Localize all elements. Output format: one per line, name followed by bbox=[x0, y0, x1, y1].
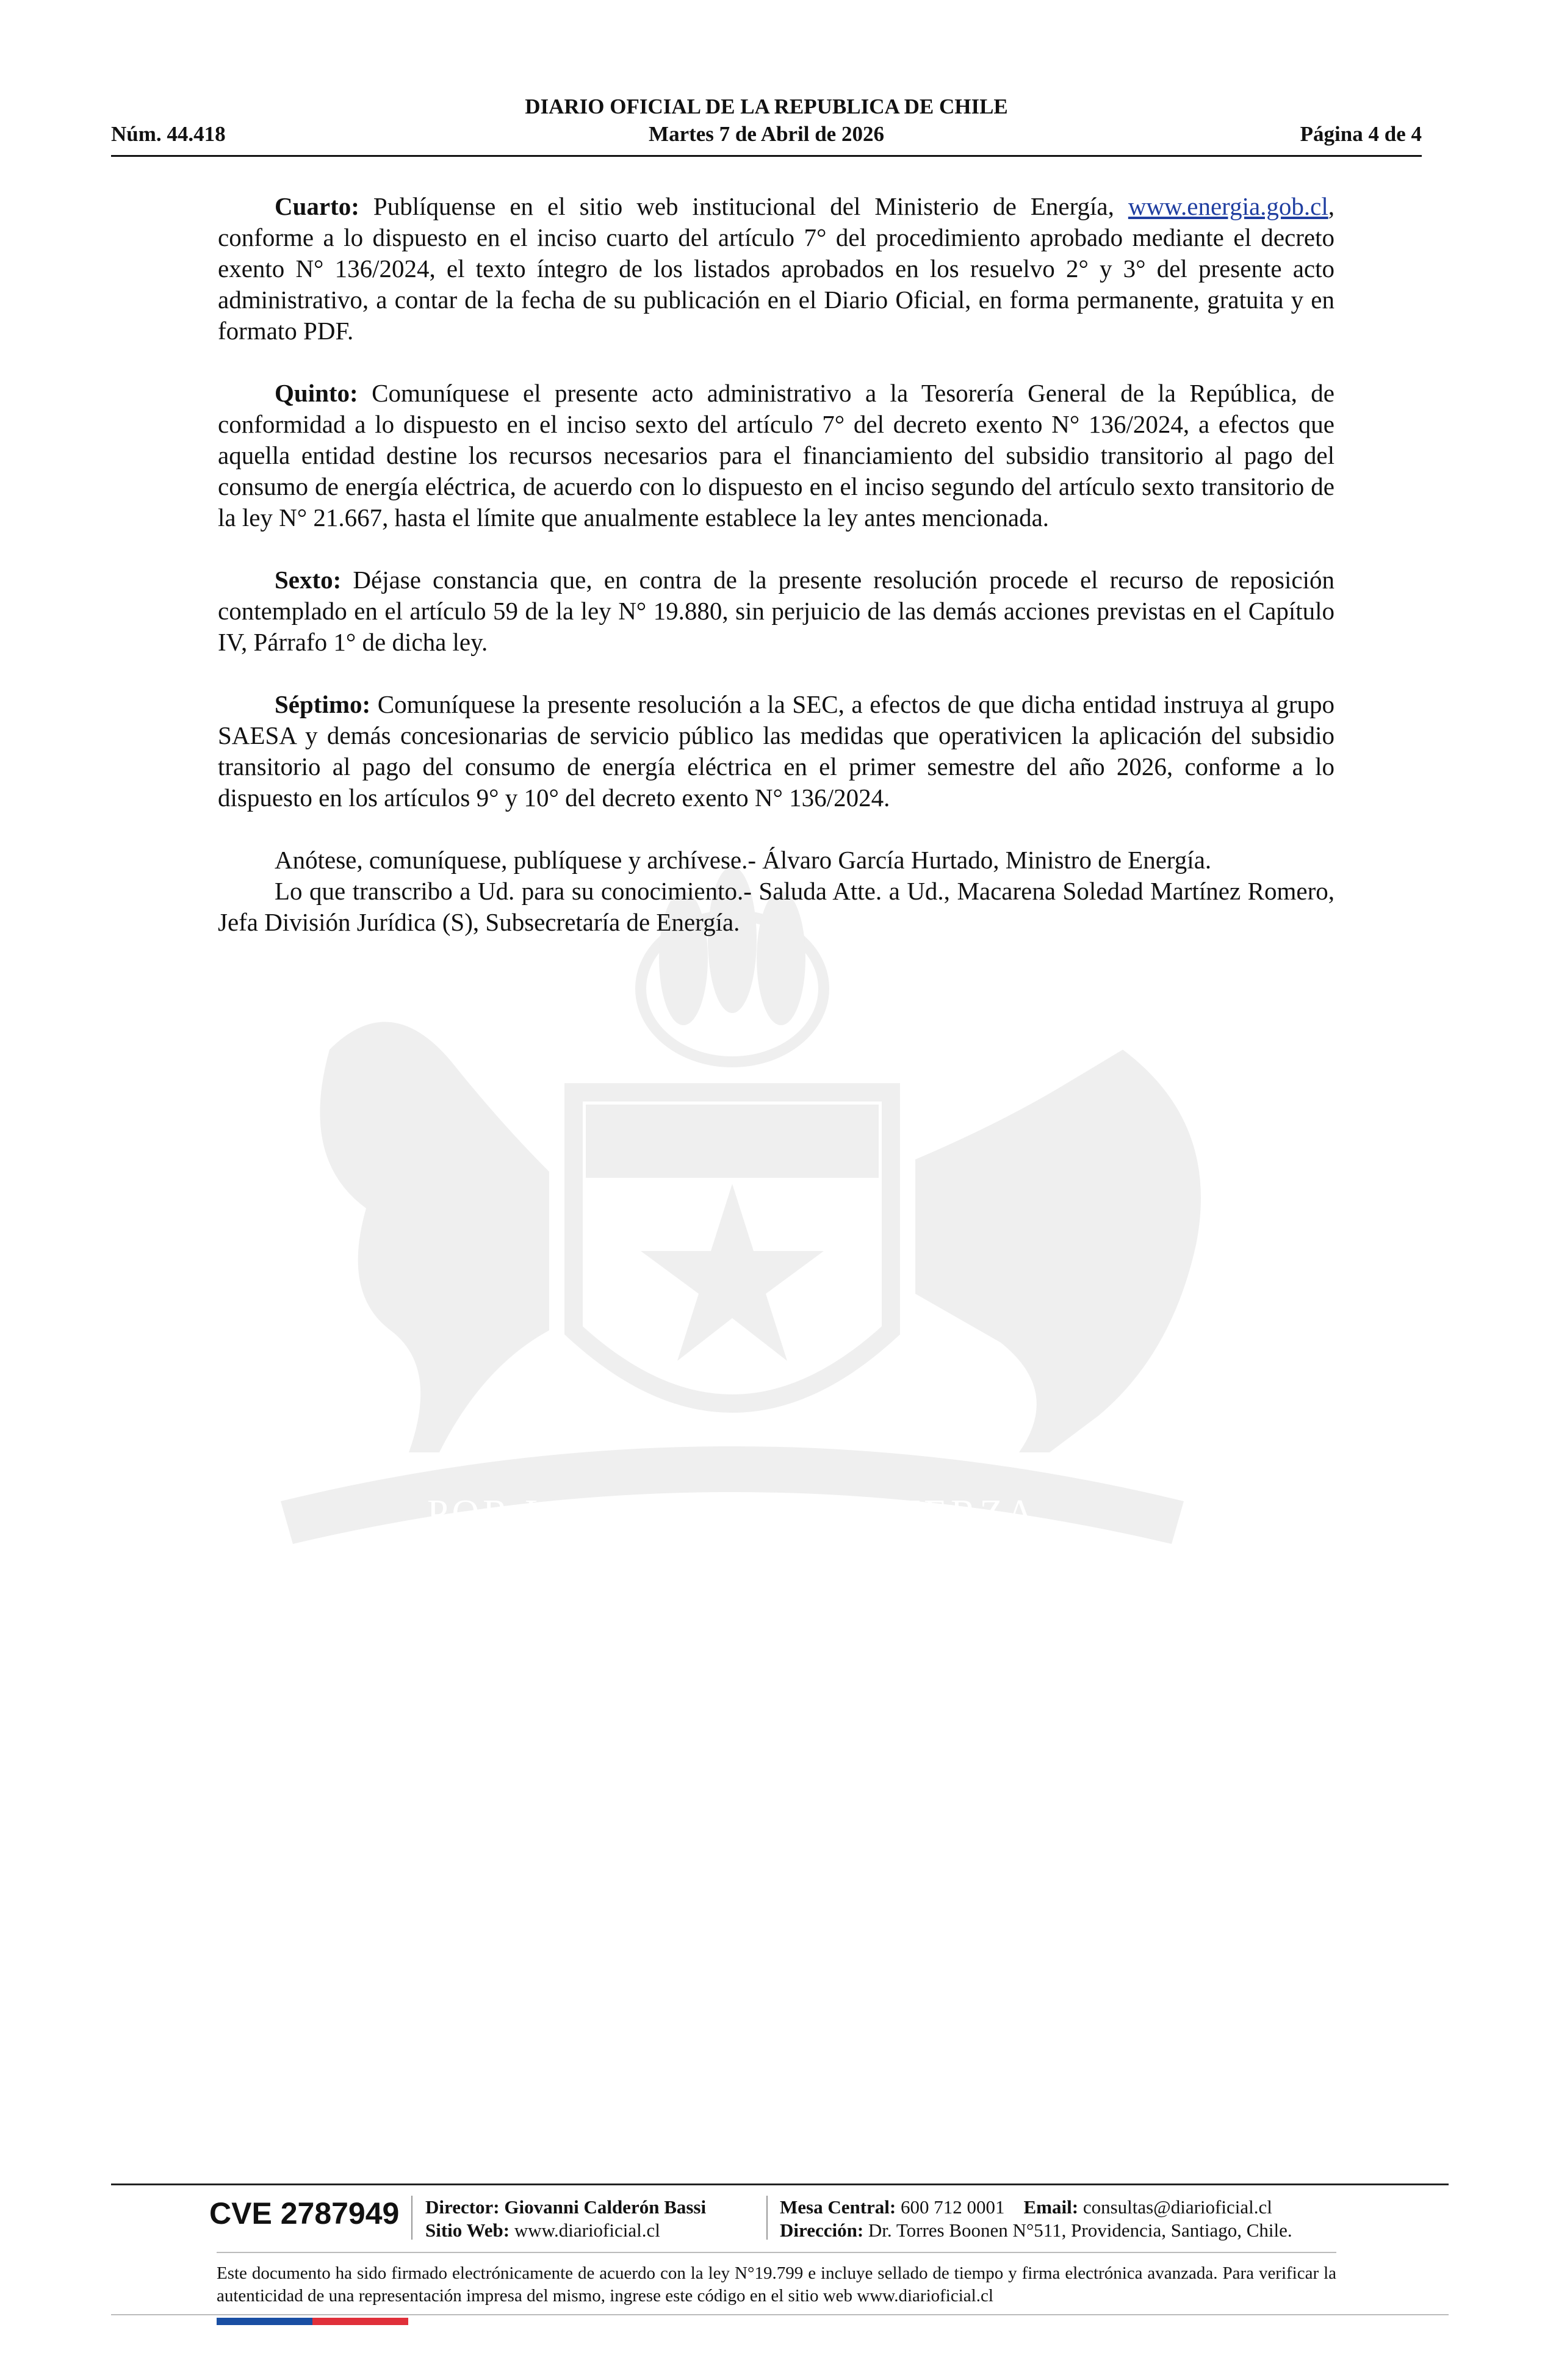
footer-divider bbox=[111, 2314, 1449, 2315]
paragraph-label: Séptimo: bbox=[275, 690, 371, 718]
paragraph-cuarto bbox=[218, 191, 1334, 347]
page-indicator: Página 4 de 4 bbox=[1300, 122, 1422, 146]
paragraph-quinto bbox=[218, 378, 1334, 533]
phone-number: 600 712 0001 bbox=[901, 2196, 1005, 2218]
paragraph-text: Comuníquese el presente acto administrativo a la Tesorería General de la República, de conformidad a lo dispuesto en el inciso sexto del artículo 7° del decreto exento N° 136/2024, a efectos que aquella entidad destine los recursos necesarios para el financiamiento del subsidio transitorio al pago del consumo de energía eléctrica, de acuerdo con lo dispuesto en el inciso segundo del artículo sexto transitorio de la ley N° 21.667, hasta el límite que anualmente establece la ley antes mencionada. bbox=[218, 379, 1334, 532]
condor bbox=[915, 1050, 1201, 1452]
phone-label: Mesa Central: bbox=[780, 2196, 896, 2218]
paragraph-text: Déjase constancia que, en contra de la presente resolución procede el recurso de reposición contemplado en el artículo 59 de la ley N° 19.880, sin perjuicio de las demás acciones previstas en el Capítulo IV, Párrafo 1° de dicha ley. bbox=[218, 566, 1334, 656]
footer-divider bbox=[217, 2252, 1336, 2253]
huemul bbox=[320, 1022, 549, 1452]
transcription-paragraph: Lo que transcribo a Ud. para su conocimiento.- Saluda Atte. a Ud., Macarena Soledad Martínez Romero, Jefa División Jurídica (S), Subsecretaría de Energía. bbox=[218, 877, 1334, 936]
paragraph-label: Sexto: bbox=[275, 566, 342, 594]
paragraph-septimo bbox=[218, 689, 1334, 813]
gazette-title: DIARIO OFICIAL DE LA REPUBLICA DE CHILE bbox=[525, 95, 1008, 118]
issue-number: Núm. 44.418 bbox=[111, 122, 226, 146]
header-divider bbox=[111, 155, 1422, 157]
director-name: Giovanni Calderón Bassi bbox=[504, 2196, 707, 2218]
resolution-body bbox=[218, 191, 1334, 938]
website-label: Sitio Web: bbox=[425, 2220, 510, 2241]
issue-date: Martes 7 de Abril de 2026 bbox=[649, 122, 884, 146]
paragraph-text: Publíquense en el sitio web institucional del Ministerio de Energía, bbox=[359, 192, 1128, 220]
flag-stripe-red bbox=[312, 2318, 408, 2325]
footer-separator bbox=[411, 2196, 412, 2240]
energia-website-link[interactable]: www.energia.gob.cl bbox=[1128, 192, 1328, 220]
footer-contact-block bbox=[780, 2196, 1292, 2242]
address: Dr. Torres Boonen N°511, Providencia, Santiago, Chile. bbox=[868, 2220, 1292, 2241]
paragraph-sexto bbox=[218, 564, 1334, 658]
paragraph-label: Quinto: bbox=[275, 379, 358, 407]
paragraph-text: Comuníquese la presente resolución a la SEC, a efectos de que dicha entidad instruya al grupo SAESA y demás concesionarias de servicio público las medidas que operativicen la aplicación del subsidio transitorio al pago del consumo de energía eléctrica en el primer semestre del año 2026, conforme a lo dispuesto en los artículos 9° y 10° del decreto exento N° 136/2024. bbox=[218, 690, 1334, 812]
legal-notice: Este documento ha sido firmado electrónicamente de acuerdo con la ley N°19.799 e incluye sellado de tiempo y firma electrónica avanzada. Para verificar la autenticidad de una representación impresa del mismo, ingrese este código en el sitio web www.diarioficial.cl bbox=[217, 2263, 1336, 2306]
star bbox=[641, 1184, 824, 1361]
page-header bbox=[111, 95, 1422, 156]
address-label: Dirección: bbox=[780, 2220, 864, 2241]
footer-separator bbox=[766, 2196, 768, 2240]
cve-code: CVE 2787949 bbox=[209, 2196, 400, 2230]
email-address[interactable]: consultas@diarioficial.cl bbox=[1082, 2196, 1272, 2218]
paragraph-text: , conforme a lo dispuesto en el inciso cuarto del artículo 7° del procedimiento aprobado mediante el decreto exento N° 136/2024, el texto íntegro de los listados aprobados en los resuelvo 2° y 3° del presente acto administrativo, a contar de la fecha de su publicación en el Diario Oficial, en forma permanente, gratuita y en formato PDF. bbox=[218, 192, 1334, 345]
footer-director-block bbox=[425, 2196, 706, 2242]
director-label: Director: bbox=[425, 2196, 500, 2218]
paragraph-label: Cuarto: bbox=[275, 192, 359, 220]
coat-of-arms-watermark bbox=[207, 867, 1245, 1672]
closing-paragraph: Anótese, comuníquese, publíquese y archívese.- Álvaro García Hurtado, Ministro de Energía. bbox=[275, 846, 1212, 874]
email-label: Email: bbox=[1023, 2196, 1079, 2218]
motto-text: POR LA RAZÓN O LA FUERZA bbox=[427, 1493, 1038, 1534]
footer-divider bbox=[111, 2183, 1449, 2185]
flag-stripe-blue bbox=[217, 2318, 312, 2325]
website-link[interactable]: www.diarioficial.cl bbox=[514, 2220, 660, 2241]
